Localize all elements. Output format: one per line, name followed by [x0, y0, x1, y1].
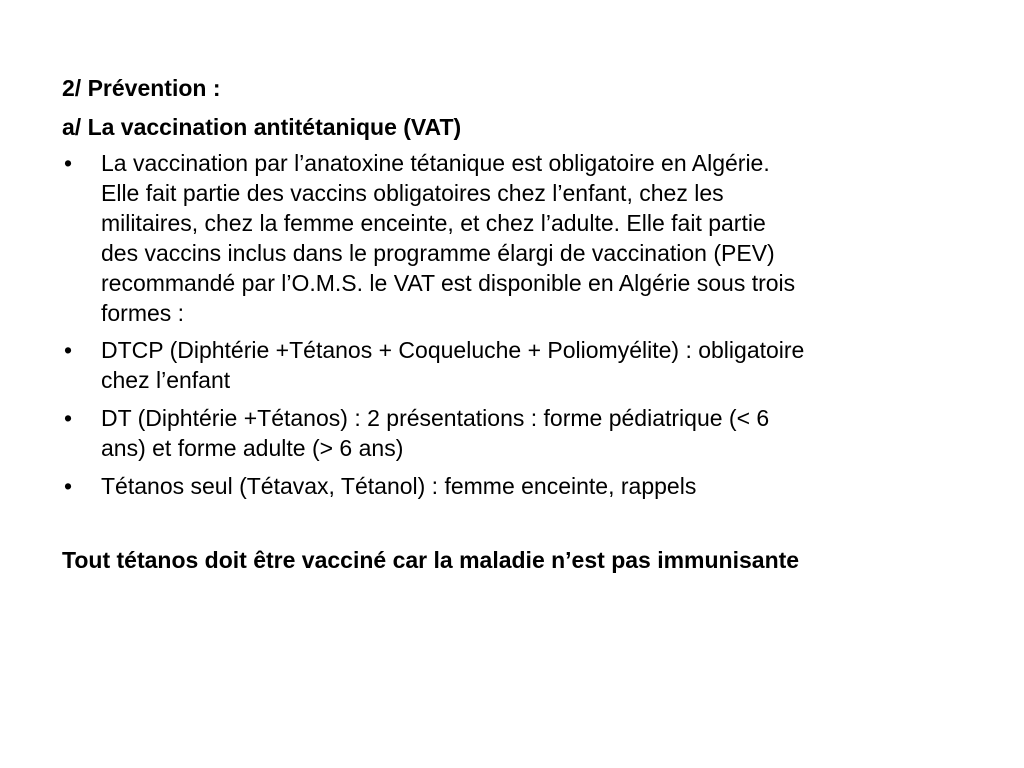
bullet-text: [101, 471, 696, 501]
bullet-line: Tétanos seul (Tétavax, Tétanol) : femme enceinte, rappels: [101, 473, 697, 499]
conclusion-statement: [62, 545, 799, 575]
bullet-text: [101, 403, 769, 463]
bullet-item-vat-obligation: [62, 148, 796, 328]
section-heading: [62, 73, 220, 103]
bullet-line: des vaccins inclus dans le programme élargi de vaccination (PEV): [101, 240, 775, 266]
bullet-line: chez l’enfant: [101, 367, 231, 393]
subsection-heading-text: a/ La vaccination antitétanique (VAT): [62, 114, 462, 140]
bullet-line: formes :: [101, 300, 185, 326]
subsection-heading: [62, 112, 461, 142]
bullet-item-dtcp: [62, 335, 805, 395]
bullet-line: recommandé par l’O.M.S. le VAT est disponible en Algérie sous trois: [101, 270, 796, 296]
conclusion-text: Tout tétanos doit être vacciné car la maladie n’est pas immunisante: [62, 547, 800, 573]
bullet-line: DT (Diphtérie +Tétanos) : 2 présentations : forme pédiatrique (< 6: [101, 405, 770, 431]
bullet-item-tetanos-seul: [62, 471, 697, 501]
bullet-line: militaires, chez la femme enceinte, et chez l’adulte. Elle fait partie: [101, 210, 766, 236]
bullet-point-icon: [64, 148, 84, 178]
section-heading-text: 2/ Prévention :: [62, 75, 221, 101]
bullet-point-icon: [64, 403, 84, 433]
bullet-text: [101, 148, 795, 328]
bullet-item-dt: [62, 403, 770, 463]
bullet-line: DTCP (Diphtérie +Tétanos + Coqueluche + Poliomyélite) : obligatoire: [101, 337, 805, 363]
bullet-line: La vaccination par l’anatoxine tétanique est obligatoire en Algérie.: [101, 150, 770, 176]
bullet-line: ans) et forme adulte (> 6 ans): [101, 435, 404, 461]
bullet-point-icon: [64, 471, 84, 501]
bullet-line: Elle fait partie des vaccins obligatoires chez l’enfant, chez les: [101, 180, 724, 206]
bullet-text: [101, 335, 804, 395]
bullet-point-icon: [64, 335, 84, 365]
